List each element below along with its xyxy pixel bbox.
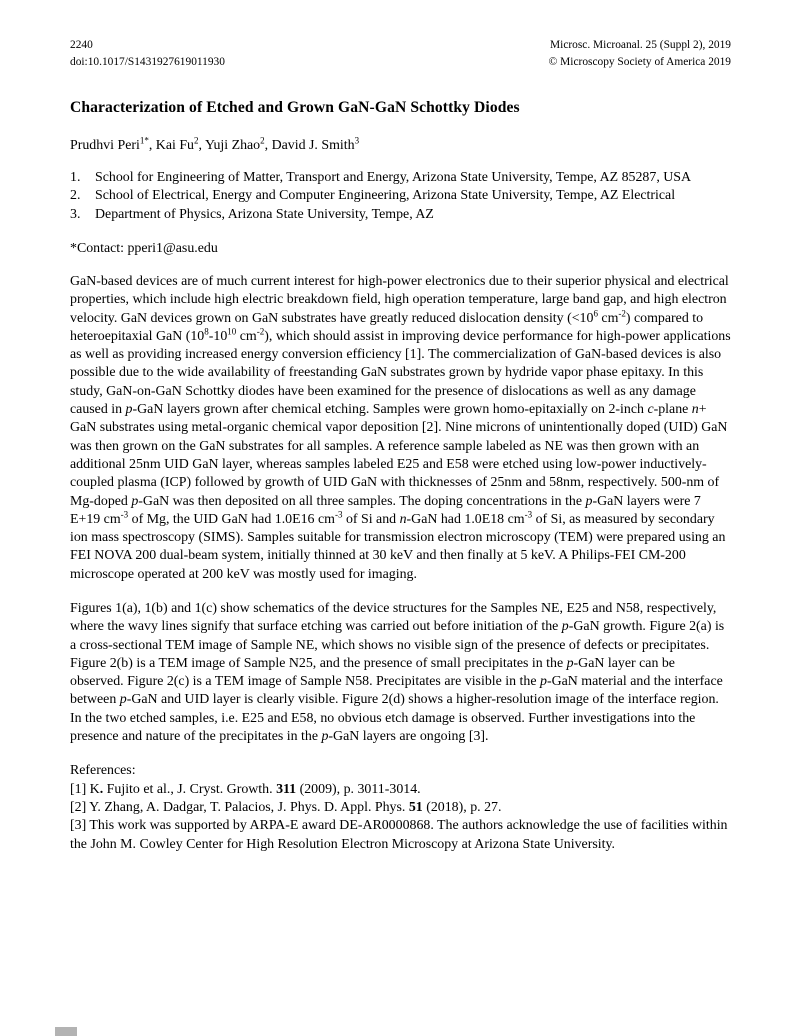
reference-item-2: [2] Y. Zhang, A. Dadgar, T. Palacios, J. Phys. D. Appl. Phys. 51 (2018), p. 27.: [70, 799, 502, 815]
page-number: 2240: [70, 39, 93, 51]
affiliation-text: School of Electrical, Energy and Computer Engineering, Arizona State University, Tempe, AZ Electrical: [95, 188, 676, 204]
header-right: [549, 37, 731, 70]
affiliation-text: Department of Physics, Arizona State University, Tempe, AZ: [95, 206, 434, 222]
paper-title: Characterization of Etched and Grown GaN-GaN Schottky Diodes: [70, 99, 520, 117]
journal-citation: Microsc. Microanal. 25 (Suppl 2), 2019: [550, 39, 731, 51]
abstract-paragraph-1: GaN-based devices are of much current interest for high-power electronics due to their superior physical and electrical properties, which include high electric breakdown field, high operation temperature, large band gap, and high electron velocity. GaN devices grown on GaN substrates have greatly reduced dislocation density ($<10^6$ $cm^{-2}$) compared to heteroepitaxial GaN ($10^8-10^{10}$ $cm^{-2}$), which should assist in improving device performance for high-power applications as well as providing increased energy conversion efficiency [1]. The commercialization of GaN-based devices is also possible due to the wide availability of freestanding GaN substrates grown by hydride vapor phase epitaxy. In this study, GaN-on-GaN Schottky diodes have been examined for the presence of dislocations as well as any damage caused in p-GaN layers grown after chemical etching. Samples were grown homo-epitaxially on 2-inch c-plane n+ GaN substrates using metal-organic chemical vapor deposition [2]. Nine microns of unintentionally doped (UID) GaN was then grown on the GaN substrates for all samples. A reference sample labeled as NE was then grown with an additional 25nm UID GaN layer, whereas samples labeled E25 and E58 were etched using low-power inductively-coupled plasma (ICP) followed by growth of UID GaN with thicknesses of 25nm and 58nm, respectively. 500-nm of Mg-doped p-GaN was then deposited on all three samples. The doping concentrations in the p-GaN layers were 7 E+19 $cm^{-3}$ of Mg, the UID GaN had 1.0E16 $cm^{-3}$ of Si and n-GaN had 1.0E18 $cm^{-3}$ of Si, as measured by secondary ion mass spectroscopy (SIMS). Samples suitable for transmission electron microscopy (TEM) were prepared using an FEI NOVA 200 dual-beam system, initially thinned at 30 keV and then finally at 5 keV. A Philips-FEI CM-200 microscope operated at 200 keV was mostly used for imaging.: [70, 273, 731, 582]
copyright-line: © Microscopy Society of America 2019: [548, 55, 731, 68]
affiliation-item: [70, 187, 731, 205]
affiliation-text: School for Engineering of Matter, Transport and Energy, Arizona State University, Tempe, AZ 85287, USA: [95, 170, 692, 186]
affiliation-number: 2.: [70, 188, 81, 204]
affiliation-item: [70, 169, 731, 187]
references-heading: References:: [70, 763, 136, 779]
affiliation-item: [70, 206, 731, 224]
reference-item-1: [1] K. Fujito et al., J. Cryst. Growth. 311 (2009), p. 3011-3014.: [70, 781, 421, 797]
page-header: [70, 37, 731, 70]
next-page-edge-artifact: [55, 1027, 77, 1036]
references-section: [70, 762, 731, 853]
doi: doi:10.1017/S1431927619011930: [70, 55, 225, 68]
affiliation-list: [70, 169, 731, 224]
affiliation-number: 1.: [70, 170, 81, 186]
abstract-paragraph-2: Figures 1(a), 1(b) and 1(c) show schematics of the device structures for the Samples NE, E25 and N58, respectively, where the wavy lines signify that surface etching was carried out before initiation of the p-GaN growth. Figure 2(a) is a cross-sectional TEM image of Sample NE, which shows no visible sign of the presence of defects or precipitates. Figure 2(b) is a TEM image of Sample N25, and the presence of small precipitates in the p-GaN layer can be observed. Figure 2(c) is a TEM image of Sample N58. Precipitates are visible in the p-GaN material and the interface between p-GaN and UID layer is clearly visible. Figure 2(d) shows a higher-resolution image of the interface region. In the two etched samples, i.e. E25 and E58, no obvious etch damage is observed. Further investigations into the presence and nature of the precipitates in the p-GaN layers are ongoing [3].: [70, 601, 725, 745]
reference-item-3: [3] This work was supported by ARPA-E award DE-AR0000868. The authors acknowledge the use of facilities within the John M. Cowley Center for High Resolution Electron Microscopy at Arizona State University.: [70, 818, 728, 852]
affiliation-number: 3.: [70, 206, 81, 222]
contact-line: *Contact: pperi1@asu.edu: [70, 240, 218, 256]
authors-line: Prudhvi Peri$^{1*}$, Kai Fu$^2$, Yuji Zhao$^2$, David J. Smith$^3$: [70, 135, 360, 154]
header-left: [70, 37, 225, 70]
